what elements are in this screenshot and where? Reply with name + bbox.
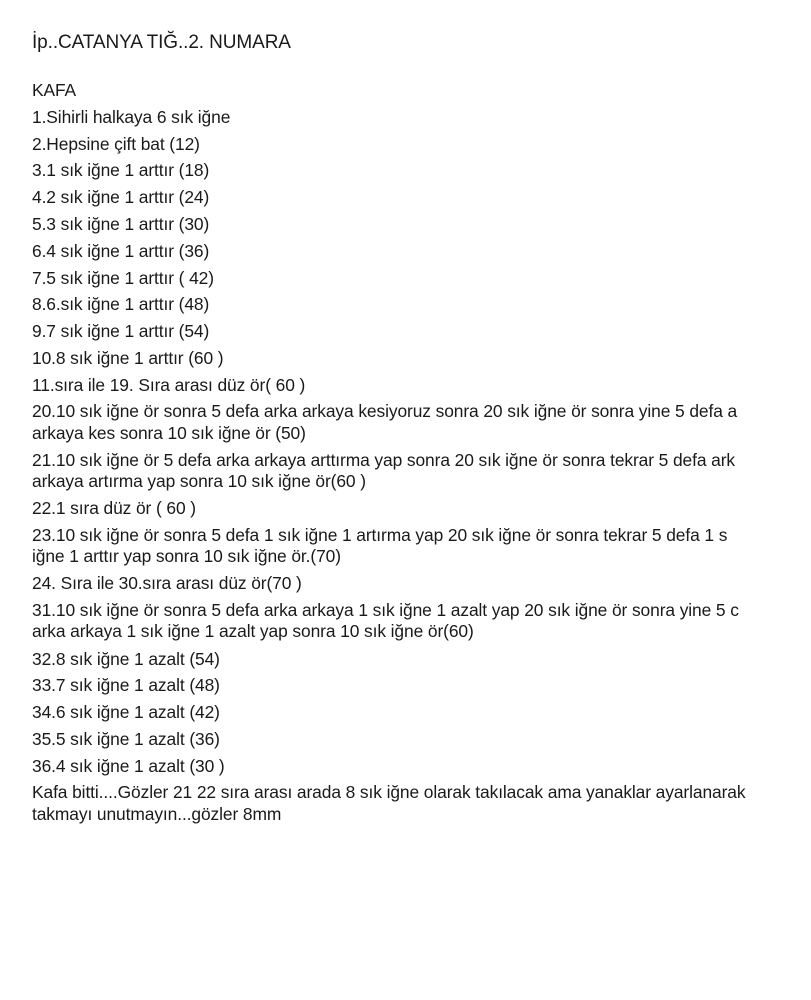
- closing-note-line-1: Kafa bitti....Gözler 21 22 sıra arası arada 8 sık iğne olarak takılacak ama yanaklar ayarlanarak: [32, 782, 746, 803]
- pattern-row-9: 9.7 sık iğne 1 arttır (54): [32, 321, 210, 342]
- pattern-row-7: 7.5 sık iğne 1 arttır ( 42): [32, 267, 214, 288]
- pattern-row-6: 6.4 sık iğne 1 arttır (36): [32, 240, 210, 261]
- pattern-row-31: [32, 597, 811, 645]
- pattern-row-8: 8.6.sık iğne 1 arttır (48): [32, 294, 210, 315]
- pattern-row-32: 32.8 sık iğne 1 azalt (54): [32, 648, 220, 669]
- pattern-row-31-line-1: 31.10 sık iğne ör sonra 5 defa arka arkaya 1 sık iğne 1 azalt yap 20 sık iğne ör sonra yine 5 c: [32, 599, 739, 620]
- closing-note-line-2: takmayı unutmayın...gözler 8mm: [32, 803, 282, 824]
- closing-note: [32, 780, 811, 828]
- section-heading: KAFA: [32, 80, 77, 100]
- pattern-row-10: 10.8 sık iğne 1 arttır (60 ): [32, 347, 224, 368]
- pattern-row-36: 36.4 sık iğne 1 azalt (30 ): [32, 755, 225, 776]
- pattern-row-20: [32, 399, 811, 447]
- pattern-row-11-19: 11.sıra ile 19. Sıra arası düz ör( 60 ): [32, 374, 306, 395]
- pattern-row-31-line-2: arka arkaya 1 sık iğne 1 azalt yap sonra 10 sık iğne ör(60): [32, 621, 474, 642]
- pattern-row-23-line-2: iğne 1 arttır yap sonra 10 sık iğne ör.(70): [32, 546, 341, 567]
- pattern-row-24-30: 24. Sıra ile 30.sıra arası düz ör(70 ): [32, 573, 302, 594]
- pattern-row-21-line-2: arkaya artırma yap sonra 10 sık iğne ör(60 ): [32, 471, 366, 492]
- pattern-row-23-line-1: 23.10 sık iğne ör sonra 5 defa 1 sık iğne 1 artırma yap 20 sık iğne ör sonra tekrar 5 defa 1 s: [32, 524, 728, 545]
- pattern-row-1: 1.Sihirli halkaya 6 sık iğne: [32, 106, 231, 127]
- pattern-row-2: 2.Hepsine çift bat (12): [32, 133, 200, 154]
- pattern-row-20-line-1: 20.10 sık iğne ör sonra 5 defa arka arkaya kesiyoruz sonra 20 sık iğne ör sonra yine 5 defa a: [32, 401, 738, 422]
- pattern-row-4: 4.2 sık iğne 1 arttır (24): [32, 187, 210, 208]
- pattern-row-5: 5.3 sık iğne 1 arttır (30): [32, 213, 210, 234]
- pattern-row-21-line-1: 21.10 sık iğne ör 5 defa arka arkaya arttırma yap sonra 20 sık iğne ör sonra tekrar 5 defa ark: [32, 449, 736, 470]
- pattern-row-21: [32, 447, 811, 495]
- pattern-row-20-line-2: arkaya kes sonra 10 sık iğne ör (50): [32, 422, 306, 443]
- pattern-row-3: 3.1 sık iğne 1 arttır (18): [32, 160, 210, 181]
- pattern-row-34: 34.6 sık iğne 1 azalt (42): [32, 702, 220, 723]
- pattern-body: [32, 77, 811, 828]
- pattern-row-33: 33.7 sık iğne 1 azalt (48): [32, 675, 220, 696]
- pattern-row-35: 35.5 sık iğne 1 azalt (36): [32, 729, 220, 750]
- pattern-row-22: 22.1 sıra düz ör ( 60 ): [32, 498, 196, 519]
- pattern-row-23: [32, 522, 811, 570]
- document-title: İp..CATANYA TIĞ..2. NUMARA: [32, 32, 291, 53]
